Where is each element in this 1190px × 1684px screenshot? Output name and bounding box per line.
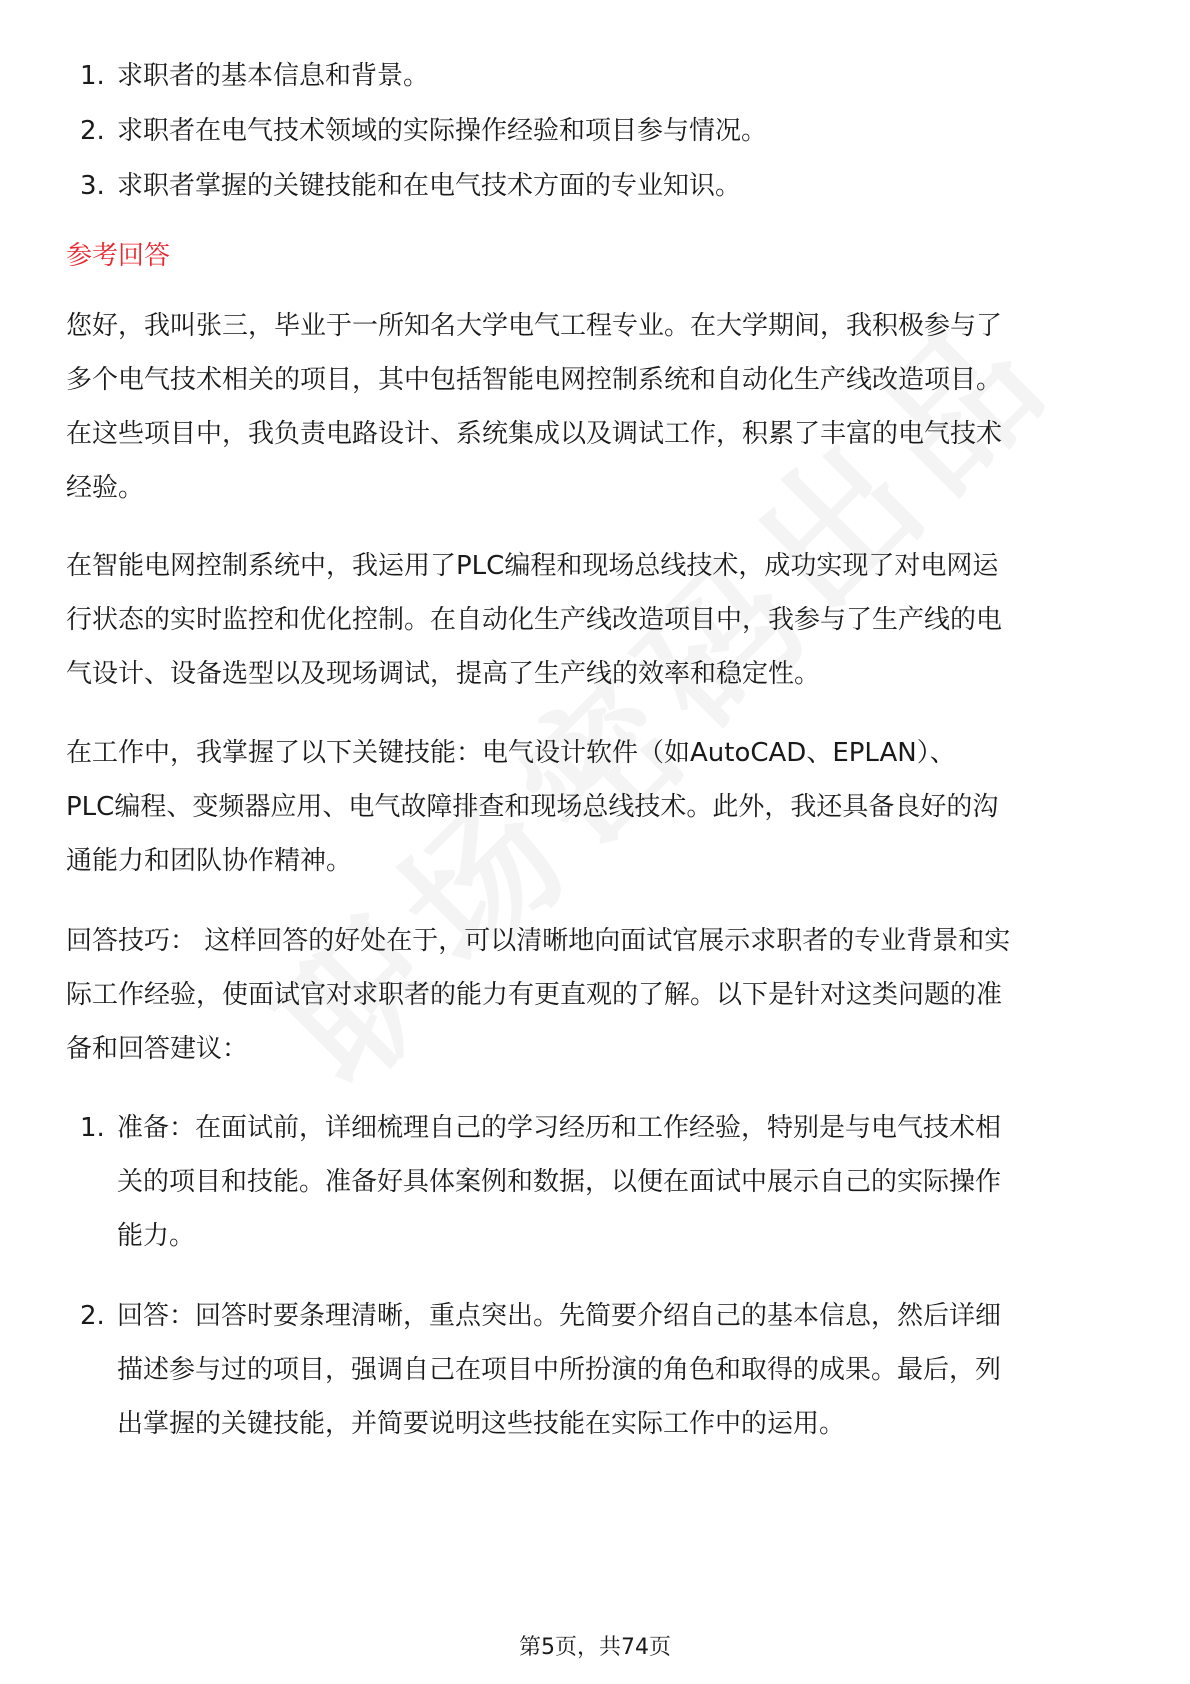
paragraph-line: 际工作经验，使面试官对求职者的能力有更直观的了解。以下是针对这类问题的准	[66, 980, 1003, 1010]
paragraph-line: 经验。	[66, 473, 145, 503]
paragraph-line: 备和回答建议：	[66, 1034, 249, 1064]
list-item-line: 能力。	[117, 1221, 196, 1251]
paragraph-line: 在工作中，我掌握了以下关键技能：电气设计软件（如AutoCAD、EPLAN）、	[66, 738, 956, 768]
list-number: 2.	[80, 116, 105, 146]
list-item-line: 回答：回答时要条理清晰，重点突出。先简要介绍自己的基本信息，然后详细	[117, 1301, 1002, 1331]
list-item-line: 准备：在面试前，详细梳理自己的学习经历和工作经验，特别是与电气技术相	[117, 1113, 1002, 1143]
paragraph-line: 气设计、设备选型以及现场调试，提高了生产线的效率和稳定性。	[66, 659, 821, 689]
list-item: 求职者的基本信息和背景。	[117, 61, 430, 91]
list-item: 求职者在电气技术领域的实际操作经验和项目参与情况。	[117, 116, 768, 146]
list-item-line: 描述参与过的项目，强调自己在项目中所扮演的角色和取得的成果。最后，列	[117, 1355, 1002, 1385]
list-number: 3.	[80, 171, 105, 201]
paragraph-line: 行状态的实时监控和优化控制。在自动化生产线改造项目中，我参与了生产线的电	[66, 605, 1003, 635]
list-number: 2.	[80, 1301, 105, 1331]
list-number: 1.	[80, 61, 105, 91]
paragraph-line: 在这些项目中，我负责电路设计、系统集成以及调试工作，积累了丰富的电气技术	[66, 419, 1003, 449]
paragraph-line: 在智能电网控制系统中，我运用了PLC编程和现场总线技术，成功实现了对电网运	[66, 551, 999, 581]
paragraph-line: 您好，我叫张三，毕业于一所知名大学电气工程专业。在大学期间，我积极参与了	[66, 311, 1003, 341]
page-number: 第5页，共74页	[519, 1635, 671, 1660]
paragraph-line: 多个电气技术相关的项目，其中包括智能电网控制系统和自动化生产线改造项目。	[66, 365, 1003, 395]
list-item-line: 关的项目和技能。准备好具体案例和数据，以便在面试中展示自己的实际操作	[117, 1167, 1002, 1197]
list-item: 求职者掌握的关键技能和在电气技术方面的专业知识。	[117, 171, 742, 201]
list-number: 1.	[80, 1113, 105, 1143]
section-heading: 参考回答	[66, 241, 171, 271]
list-item-line: 出掌握的关键技能，并简要说明这些技能在实际工作中的运用。	[117, 1409, 846, 1439]
paragraph-line: PLC编程、变频器应用、电气故障排查和现场总线技术。此外，我还具备良好的沟	[66, 792, 999, 822]
paragraph-line: 通能力和团队协作精神。	[66, 846, 353, 876]
paragraph-line: 回答技巧： 这样回答的好处在于，可以清晰地向面试官展示求职者的专业背景和实	[66, 926, 1011, 956]
